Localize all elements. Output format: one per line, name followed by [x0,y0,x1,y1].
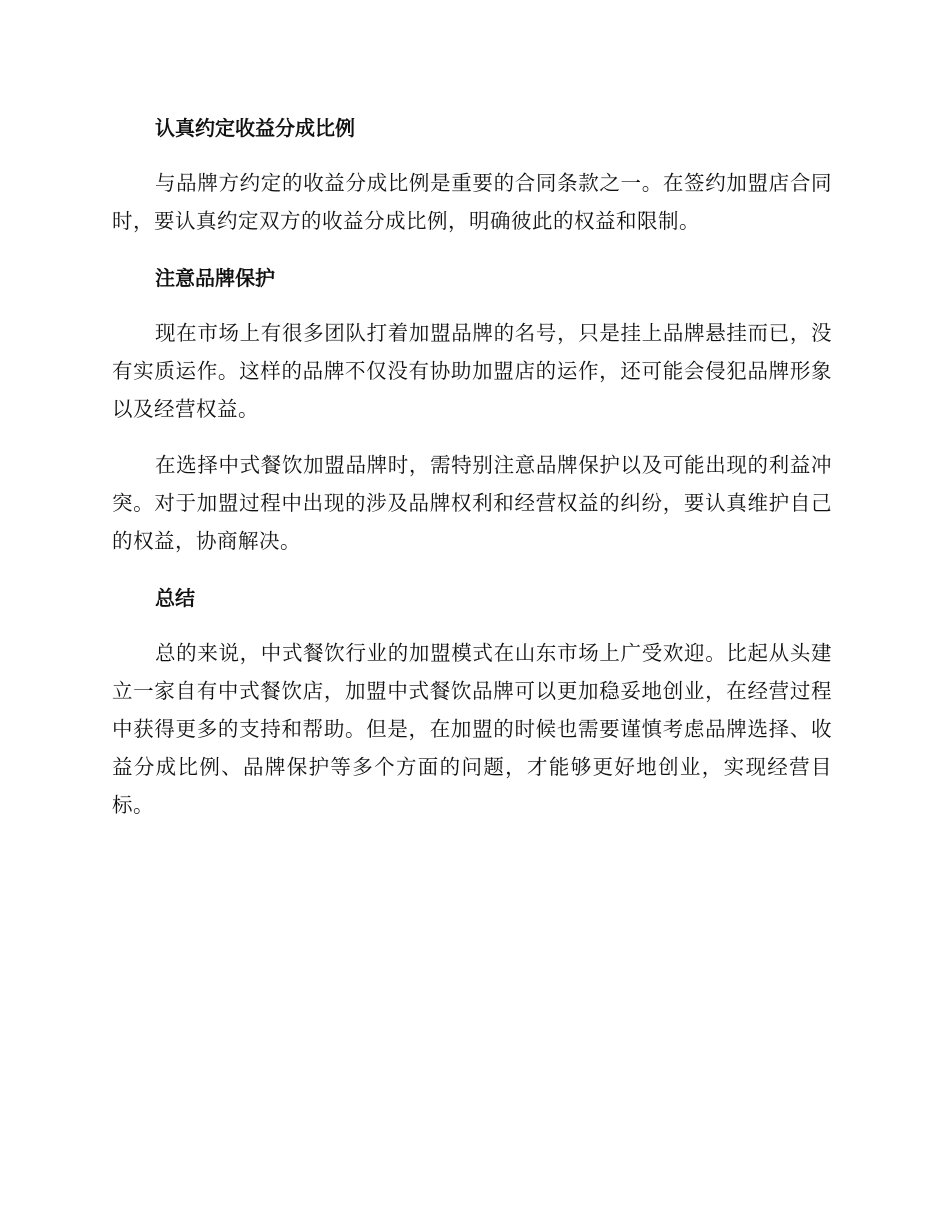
section-heading-summary: 总结 [155,586,195,610]
spacer [112,148,832,164]
spacer [112,298,832,314]
paragraph: 总的来说，中式餐饮行业的加盟模式在山东市场上广受欢迎。比起从头建立一家自有中式餐饮店，加盟中式餐饮品牌可以更加稳妥地创业，在经营过程中获得更多的支持和帮助。但是，在加盟的时候也需要谨慎考虑品牌选择、收益分成比例、品牌保护等多个方面的问题，才能够更好地创业，实现经营目标。 [112,641,832,817]
paragraph: 在选择中式餐饮加盟品牌时，需特别注意品牌保护以及可能出现的利益冲突。对于加盟过程中出现的涉及品牌权利和经营权益的纠纷，要认真维护自己的权益，协商解决。 [112,453,832,553]
document-content [112,108,832,824]
section-heading-brand-protection: 注意品牌保护 [155,266,275,290]
paragraph: 与品牌方约定的收益分成比例是重要的合同条款之一。在签约加盟店合同时，要认真约定双方的收益分成比例，明确彼此的权益和限制。 [112,171,832,233]
spacer [112,240,832,258]
section-heading-profit-share: 认真约定收益分成比例 [155,116,355,140]
spacer [112,428,832,446]
spacer [112,560,832,578]
paragraph: 现在市场上有很多团队打着加盟品牌的名号，只是挂上品牌悬挂而已，没有实质运作。这样的品牌不仅没有协助加盟店的运作，还可能会侵犯品牌形象以及经营权益。 [112,321,832,421]
spacer [112,618,832,634]
